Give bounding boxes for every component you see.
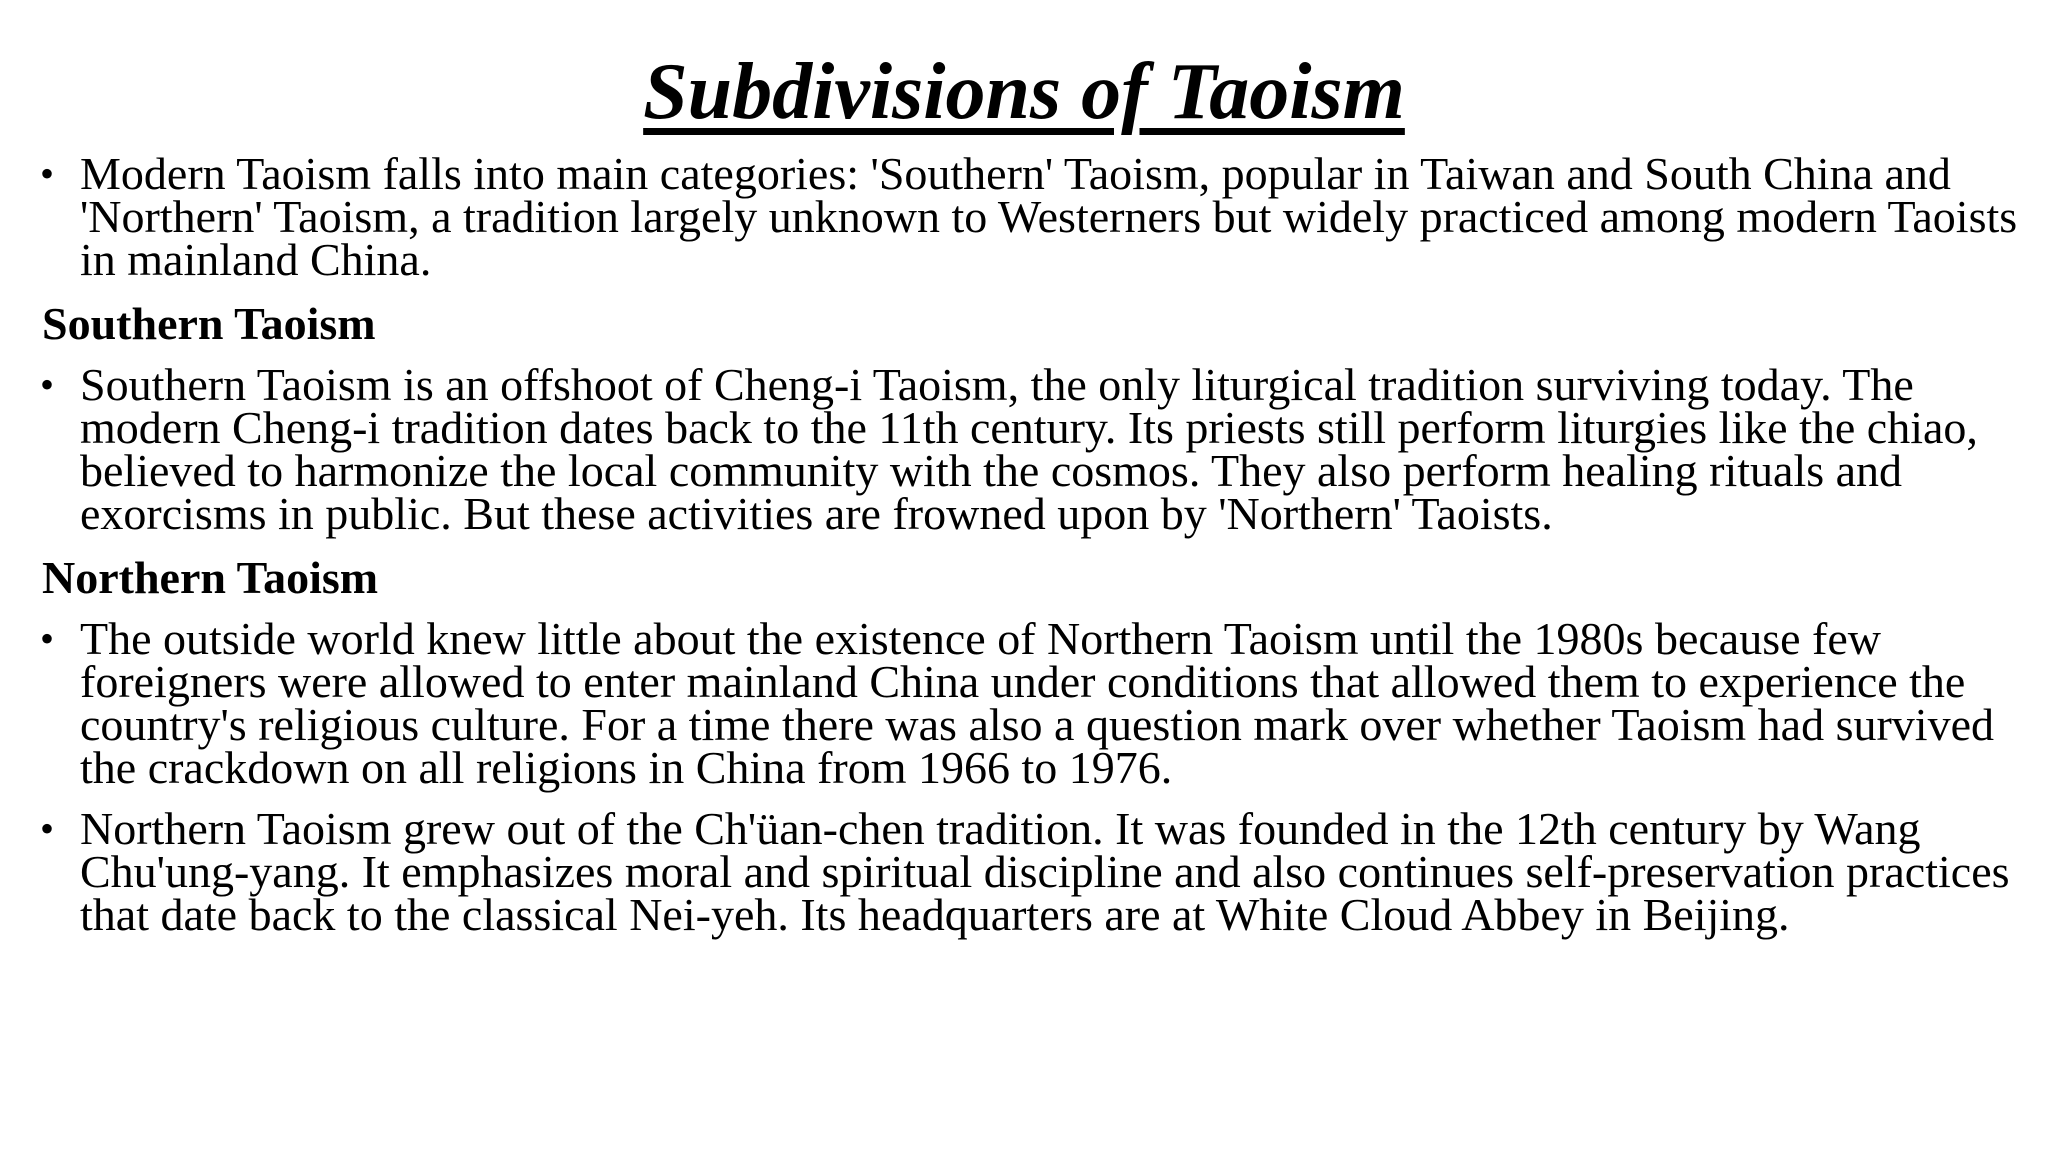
- bullet-text: The outside world knew little about the existence of Northern Taoism until the 1980s because few foreigners were allowed to enter mainland China under conditions that allowed them to experience the country's religious culture. For a time there was also a question mark over whether Taoism had survived the crackdown on all religions in China from 1966 to 1976.: [80, 613, 1995, 793]
- southern-taoism-heading: Southern Taoism: [42, 298, 376, 349]
- bullet-icon: •: [40, 806, 55, 851]
- northern-taoism-heading: Northern Taoism: [42, 552, 379, 603]
- northern-bullet: [40, 803, 2022, 940]
- bullet-icon: •: [40, 151, 55, 196]
- intro-bullet: [40, 148, 2022, 285]
- bullet-icon: •: [40, 362, 55, 407]
- bullet-text: Northern Taoism grew out of the Ch'üan-chen tradition. It was founded in the 12th century by Wang Chu'ung-yang. It emphasizes moral and spiritual discipline and also continues self-preservation practices that date back to the classical Nei-yeh. Its headquarters are at White Cloud Abbey in Beijing.: [80, 803, 2010, 940]
- northern-bullet: [40, 613, 2022, 793]
- slide-title: Subdivisions of Taoism: [643, 48, 1405, 136]
- bullet-icon: •: [40, 616, 55, 661]
- bullet-text: Modern Taoism falls into main categories: 'Southern' Taoism, popular in Taiwan and South China and 'Northern' Taoism, a tradition largely unknown to Westerners but widely practiced among modern Taoists in mainland China.: [80, 148, 2018, 285]
- slide-content: [40, 148, 2022, 954]
- bullet-text: Southern Taoism is an offshoot of Cheng-i Taoism, the only liturgical tradition surviving today. The modern Cheng-i tradition dates back to the 11th century. Its priests still perform liturgies like the chiao, believed to harmonize the local community with the cosmos. They also perform healing rituals and exorcisms in public. But these activities are frowned upon by 'Northern' Taoists.: [80, 359, 1978, 539]
- southern-bullet: [40, 359, 2022, 539]
